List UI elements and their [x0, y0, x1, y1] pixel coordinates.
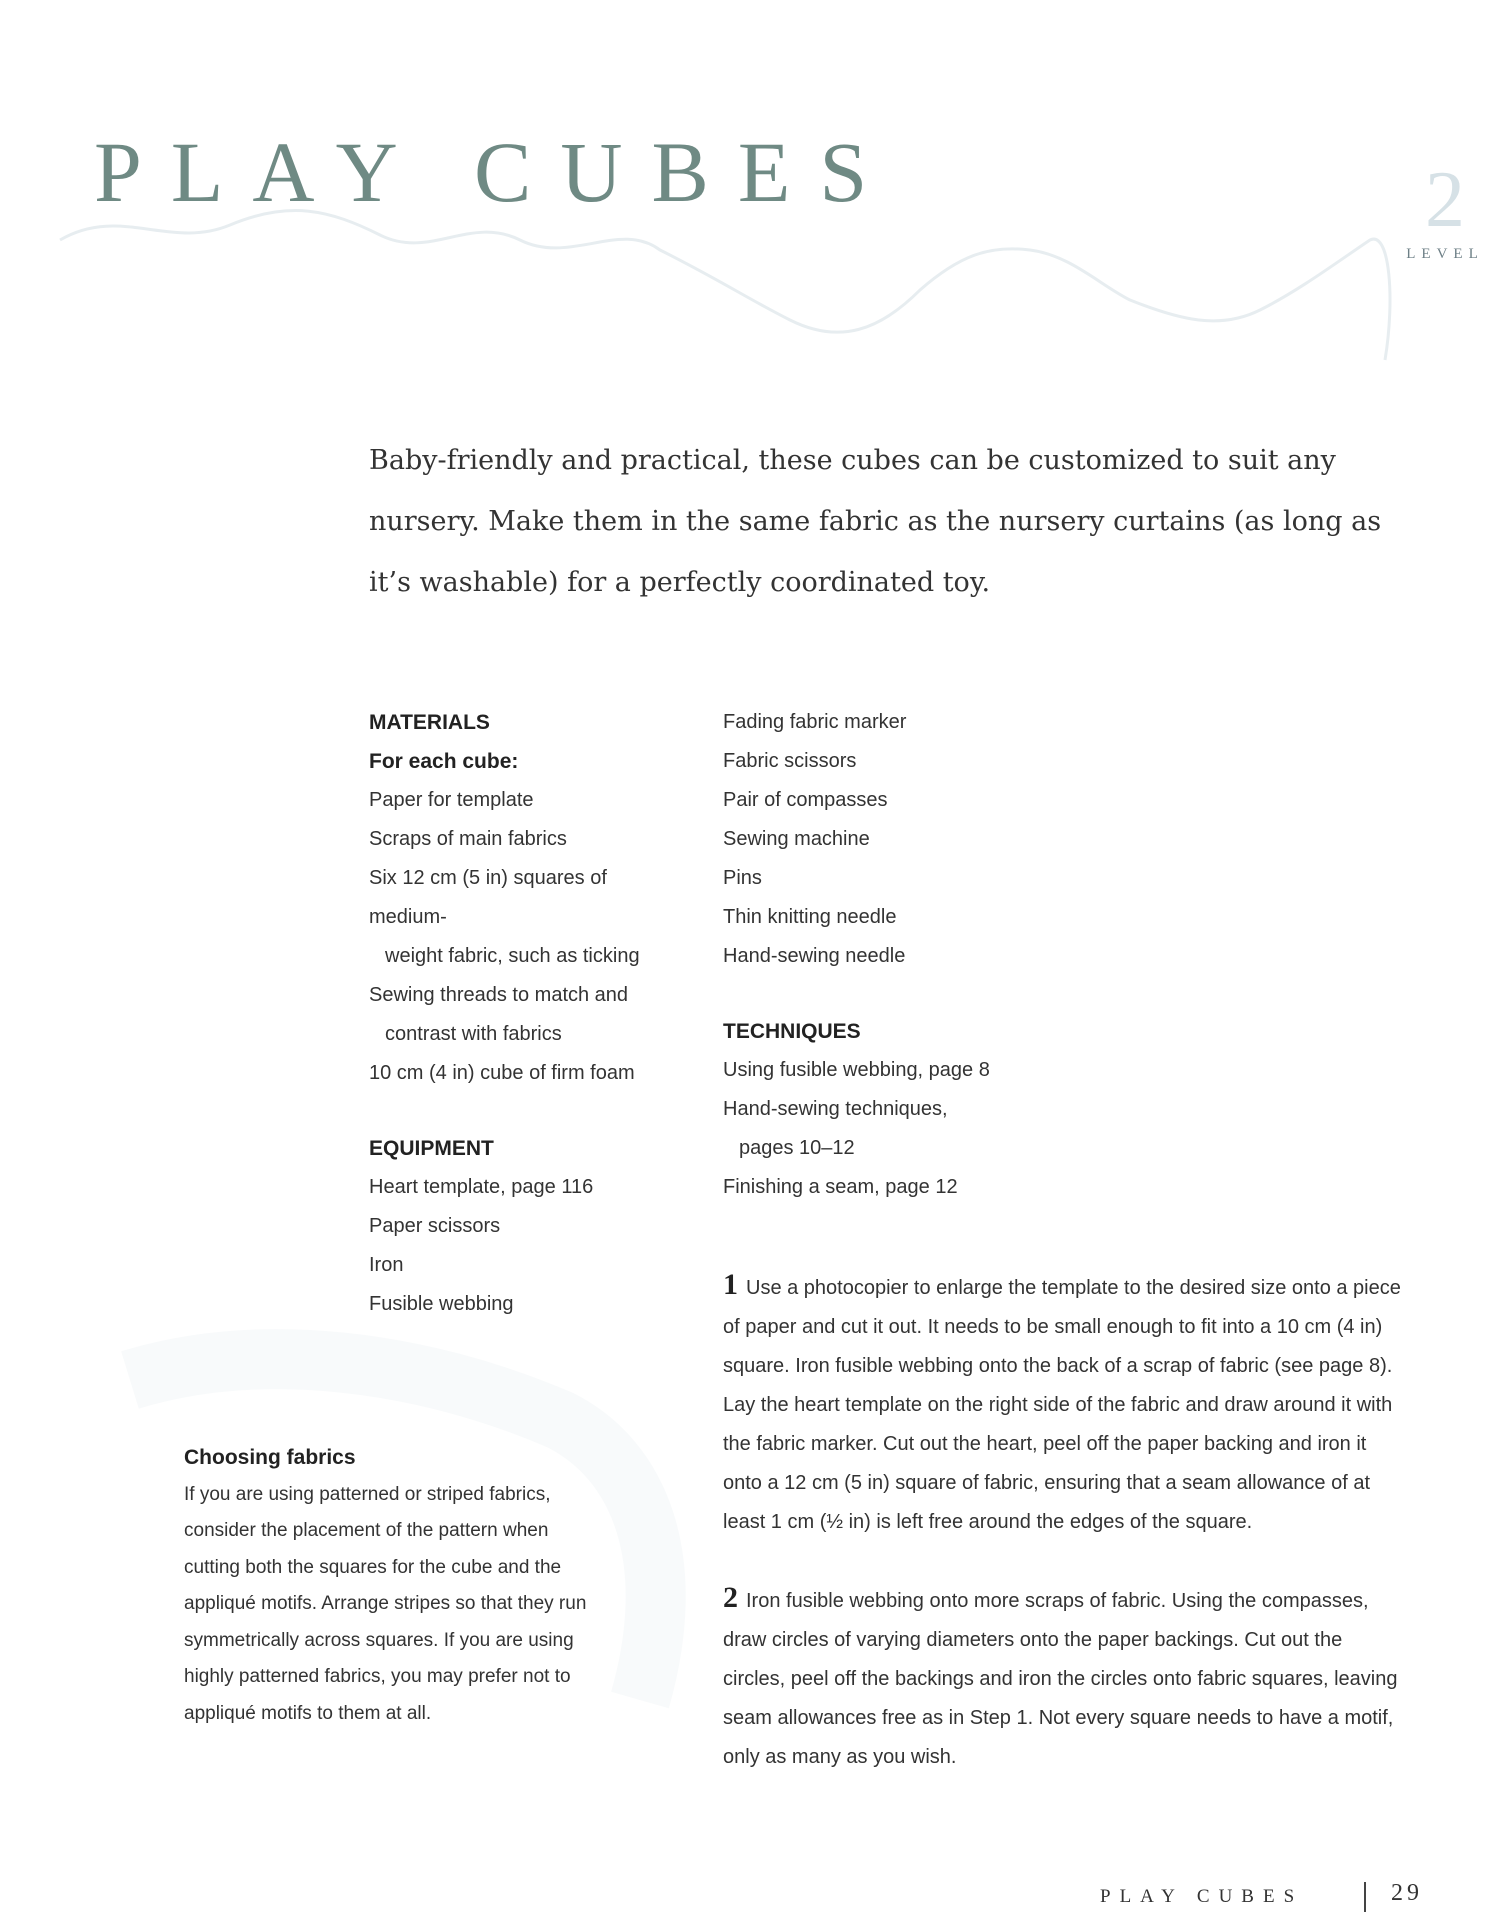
techniques-item: Hand-sewing techniques, — [723, 1098, 948, 1120]
step-number: 1 — [723, 1268, 738, 1301]
techniques-item: Finishing a seam, page 12 — [723, 1176, 958, 1198]
materials-subheading: For each cube: — [369, 750, 519, 773]
intro-paragraph: Baby-friendly and practical, these cubes can be customized to suit any nursery. Make them in the same fabric as the nursery curtains (as long as it’s washable) for a perfectly coordinated toy. — [369, 445, 1382, 598]
equipment-item: Paper scissors — [369, 1215, 501, 1237]
page-footer — [1100, 1878, 1440, 1918]
equipment-item: Fusible webbing — [369, 1293, 514, 1315]
equipment-item: Iron — [369, 1254, 404, 1276]
footer-divider — [1364, 1882, 1366, 1912]
materials-heading: MATERIALS — [369, 711, 490, 734]
equipment-item: Fading fabric marker — [723, 711, 907, 733]
equipment-item: Pins — [723, 867, 762, 889]
equipment-item: Heart template, page 116 — [369, 1176, 594, 1198]
page-number: 29 — [1391, 1880, 1423, 1906]
equipment-techniques-column — [723, 703, 1043, 1207]
equipment-item: Thin knitting needle — [723, 906, 897, 928]
steps-section — [723, 1265, 1403, 1813]
level-number: 2 — [1425, 156, 1465, 244]
step-number: 2 — [723, 1581, 738, 1614]
step-1 — [723, 1265, 1403, 1542]
equipment-heading: EQUIPMENT — [369, 1137, 494, 1160]
level-label: LEVEL — [1406, 246, 1484, 262]
step-text: Iron fusible webbing onto more scraps of fabric. Using the compasses, draw circles of varying diameters onto the paper backings. Cut out the circles, peel off the backings and iron the circles onto fabric squares, leaving seam allowances free as in Step 1. Not every square needs to have a motif, only as many as you wish. — [723, 1590, 1398, 1768]
materials-item: weight fabric, such as ticking — [385, 945, 640, 967]
step-2 — [723, 1578, 1403, 1777]
equipment-item: Sewing machine — [723, 828, 870, 850]
footer-title: PLAY CUBES — [1100, 1886, 1304, 1907]
materials-item: Scraps of main fabrics — [369, 828, 567, 850]
equipment-item: Fabric scissors — [723, 750, 857, 772]
techniques-heading: TECHNIQUES — [723, 1020, 861, 1043]
equipment-item: Pair of compasses — [723, 789, 888, 811]
sidebar-heading: Choosing fabrics — [184, 1446, 356, 1469]
choosing-fabrics-sidebar — [184, 1440, 604, 1732]
page-title: PLAY CUBES — [94, 124, 897, 220]
techniques-item: Using fusible webbing, page 8 — [723, 1059, 990, 1081]
materials-item: 10 cm (4 in) cube of firm foam — [369, 1062, 635, 1084]
materials-item: Sewing threads to match and — [369, 984, 629, 1006]
materials-column — [369, 703, 689, 1324]
step-text: Use a photocopier to enlarge the template to the desired size onto a piece of paper and cut it out. It needs to be small enough to fit into a 10 cm (4 in) square. Iron fusible webbing onto the back of a scrap of fabric (see page 8). Lay the heart template on the right side of the fabric and draw around it with the fabric marker. Cut out the heart, peel off the paper backing and iron it onto a 12 cm (5 in) square of fabric, ensuring that a seam allowance of at least 1 cm (½ in) is left free around the edges of the square. — [723, 1277, 1401, 1533]
materials-item: Paper for template — [369, 789, 534, 811]
sidebar-text: If you are using patterned or striped fabrics, consider the placement of the pattern when cutting both the squares for the cube and the appliqué motifs. Arrange stripes so that they run symmetrically across squares. If you are using highly patterned fabrics, you may prefer not to appliqué motifs to them at all. — [184, 1483, 587, 1724]
equipment-item: Hand-sewing needle — [723, 945, 906, 967]
techniques-item: pages 10–12 — [739, 1137, 855, 1159]
level-badge — [1395, 156, 1495, 263]
materials-item: Six 12 cm (5 in) squares of medium- — [369, 867, 607, 928]
materials-item: contrast with fabrics — [385, 1023, 562, 1045]
